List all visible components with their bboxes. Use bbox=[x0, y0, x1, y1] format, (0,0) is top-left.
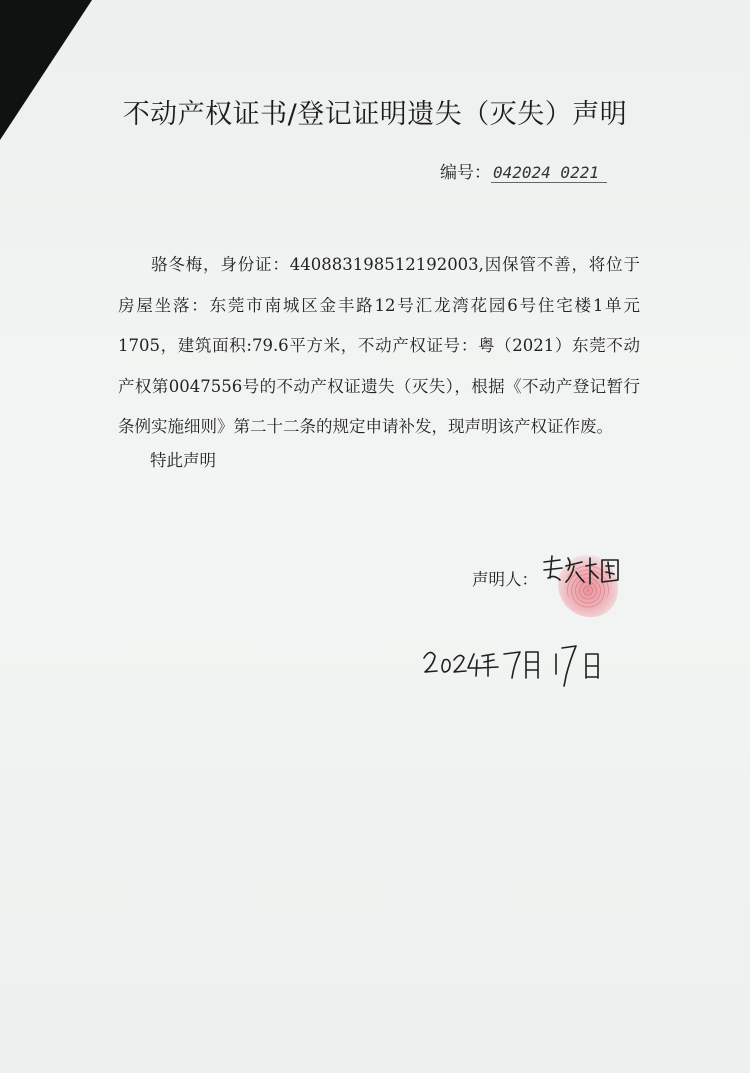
handwritten-date bbox=[422, 638, 612, 688]
declarant-label: 声明人： bbox=[472, 570, 538, 589]
document-title: 不动产权证书/登记证明遗失（灭失）声明 bbox=[122, 99, 628, 130]
serial-number-line bbox=[440, 158, 607, 183]
closing-text: 特此声明 bbox=[150, 451, 216, 470]
serial-label: 编号： bbox=[440, 163, 491, 183]
handwritten-signature bbox=[538, 548, 638, 592]
serial-number-value: 042024 0221 bbox=[491, 163, 607, 183]
declaration-body: 骆冬梅，身份证：440883198512192003,因保管不善，将位于房屋坐落：东莞市南城区金丰路12号汇龙湾花园6号住宅楼1单元1705，建筑面积:79.6平方米，不动产权证号：粤（2021）东莞不动产权第0047556号的不动产权证遗失（灭失），根据《不动产登记暂行条例实施细则》第二十二条的规定申请补发，现声明该产权证作废。 bbox=[118, 255, 640, 436]
